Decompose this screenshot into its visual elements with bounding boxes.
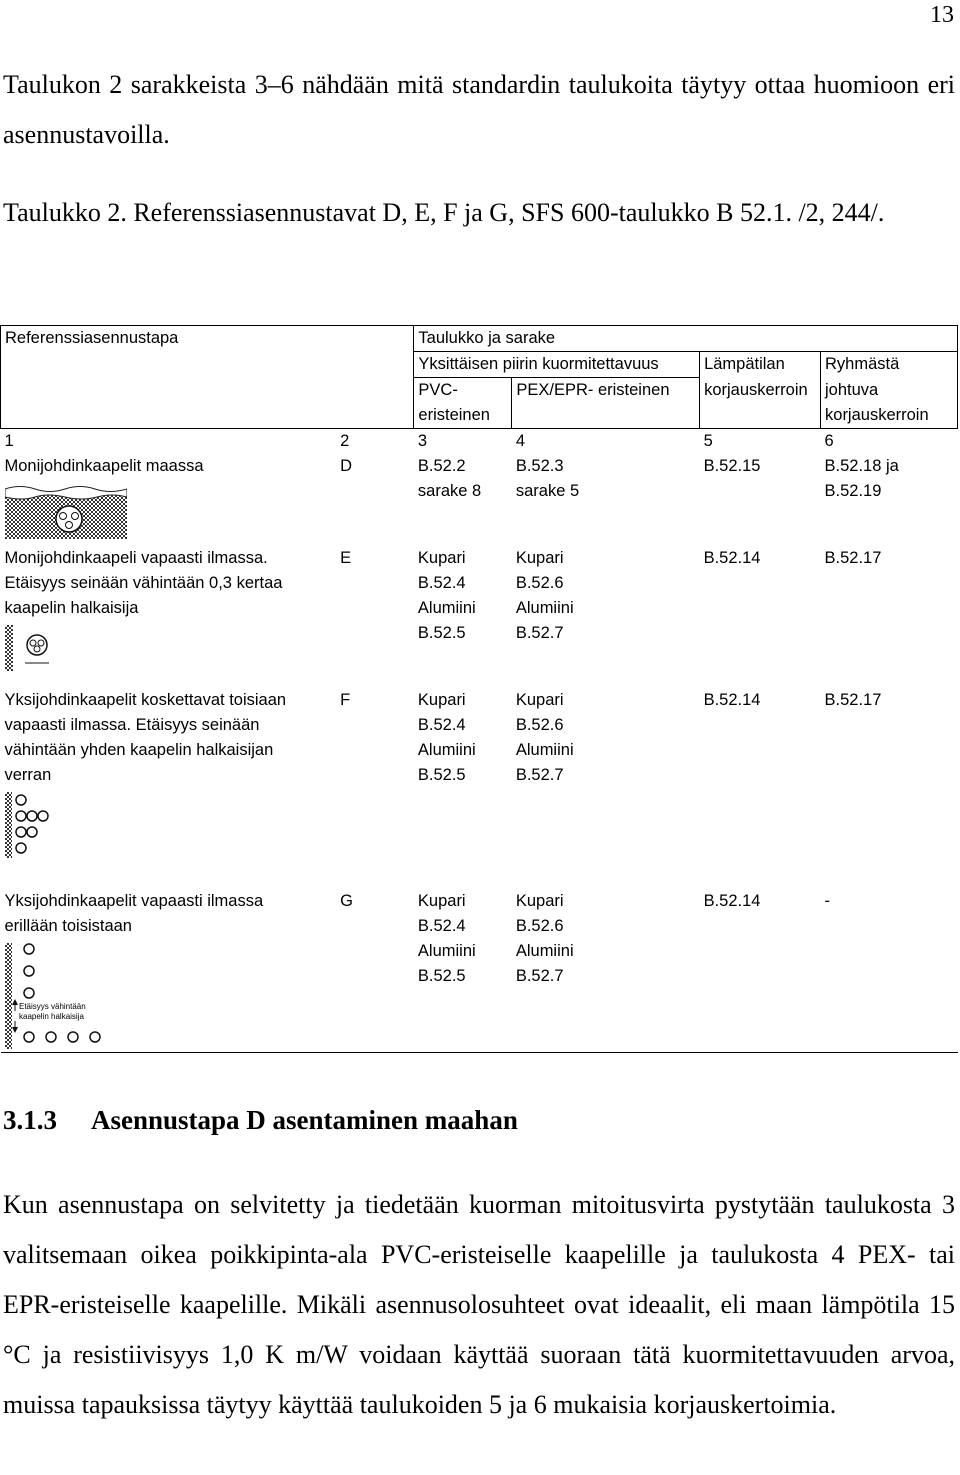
row-temp: B.52.14 xyxy=(700,889,821,1052)
row-description: Monijohdinkaapeli vapaasti ilmassa. Etäisyys seinään vähintään 0,3 kertaa kaapelin halkaisija xyxy=(1,546,337,688)
row-code: D xyxy=(340,457,352,475)
table-row xyxy=(1,454,958,546)
row-pvc: Kupari B.52.4 Alumiini B.52.5 xyxy=(414,889,512,1052)
spaced-cables-icon xyxy=(5,941,115,1051)
row-pvc: Kupari B.52.4 Alumiini B.52.5 xyxy=(417,549,476,642)
row-code: G xyxy=(336,889,414,1052)
row-pex: Kupari B.52.6 Alumiini B.52.7 xyxy=(515,549,574,642)
table-row xyxy=(1,889,958,1052)
touching-cables-icon xyxy=(5,790,65,860)
row-pvc: B.52.2 sarake 8 xyxy=(417,457,482,500)
table-row xyxy=(1,688,958,889)
col-number: 2 xyxy=(336,429,414,455)
diagram-label-line2: kaapelin halkaisija xyxy=(18,1012,84,1021)
header-table-and-column: Taulukko ja sarake xyxy=(414,326,958,352)
col-number: 1 xyxy=(1,429,337,455)
row-temp: B.52.15 xyxy=(703,457,761,475)
row-description: Yksijohdinkaapelit vapaasti ilmassa erillään toisistaan Etäisyys vähintään kaapelin halkaisija xyxy=(1,889,337,1052)
col-number: 3 xyxy=(414,429,512,455)
row-code: E xyxy=(340,549,352,567)
row-temp: B.52.14 xyxy=(703,691,761,709)
page-number: 13 xyxy=(930,2,954,28)
header-group-line1: Ryhmästä xyxy=(821,352,958,378)
header-pvc-line1: PVC- xyxy=(414,378,512,404)
body-paragraph: Kun asennustapa on selvitetty ja tiedetään kuorman mitoitusvirta pystytään taulukosta 3 valitsemaan oikea poikkipinta-ala PVC-eristeiselle kaapelille ja taulukosta 4 PEX- tai EPR-eristeiselle kaapelille. Mikäli asennusolosuhteet ovat ideaalit, eli maan lämpötila 15 °C ja resistiivisyys 1,0 K m/W voidaan käyttää suoraan tätä kuormitettavuuden arvoa, muissa tapauksissa täytyy käyttää taulukoiden 5 ja 6 mukaisia korjauskertoimia. xyxy=(3,1190,955,1419)
table-caption: Taulukko 2. Referenssiasennustavat D, E, F ja G, SFS 600-taulukko B 52.1. /2, 244/. xyxy=(3,198,885,227)
row-group: - xyxy=(821,889,958,1052)
header-group-line2: johtuva xyxy=(821,378,958,404)
header-temp-line2: korjauskerroin xyxy=(700,378,821,404)
row-group: B.52.18 ja B.52.19 xyxy=(824,457,899,500)
row-pex: Kupari B.52.6 Alumiini B.52.7 xyxy=(512,889,700,1052)
col-number: 4 xyxy=(512,429,700,455)
header-group-line3: korjauskerroin xyxy=(821,403,958,429)
diagram-label-line1: Etäisyys vähintään xyxy=(18,1002,86,1011)
row-pex: B.52.3 sarake 5 xyxy=(515,457,580,500)
wall-cable-icon xyxy=(5,623,55,673)
section-title: Asennustapa D asentaminen maahan xyxy=(91,1105,518,1135)
header-pex: PEX/EPR- eristeinen xyxy=(512,378,700,404)
section-heading xyxy=(3,1105,518,1136)
header-ref-method: Referenssiasennustapa xyxy=(1,326,337,429)
buried-cable-icon xyxy=(5,481,127,539)
row-temp: B.52.14 xyxy=(703,549,761,567)
intro-paragraph: Taulukon 2 sarakkeista 3–6 nähdään mitä standardin taulukoita täytyy ottaa huomioon eri asennustavoilla. xyxy=(3,70,955,149)
col-number: 6 xyxy=(821,429,958,455)
col-number: 5 xyxy=(700,429,821,455)
header-temp-line1: Lämpätilan xyxy=(700,352,821,378)
row-description: Yksijohdinkaapelit koskettavat toisiaan vapaasti ilmassa. Etäisyys seinään vähintään yhden kaapelin halkaisijan verran xyxy=(1,688,337,889)
row-group: B.52.17 xyxy=(824,549,882,567)
table-row xyxy=(1,546,958,688)
reference-installation-table xyxy=(0,325,958,1053)
row-pvc: Kupari B.52.4 Alumiini B.52.5 xyxy=(417,691,476,784)
header-pvc-line2: eristeinen xyxy=(414,403,512,429)
section-number: 3.1.3 xyxy=(3,1105,57,1135)
row-group: B.52.17 xyxy=(824,691,882,709)
row-pex: Kupari B.52.6 Alumiini B.52.7 xyxy=(515,691,574,784)
row-code: F xyxy=(340,691,351,709)
column-number-row xyxy=(1,429,958,455)
header-single-circuit: Yksittäisen piirin kuormitettavuus xyxy=(414,352,700,378)
row-description: Monijohdinkaapelit maassa xyxy=(1,454,337,546)
